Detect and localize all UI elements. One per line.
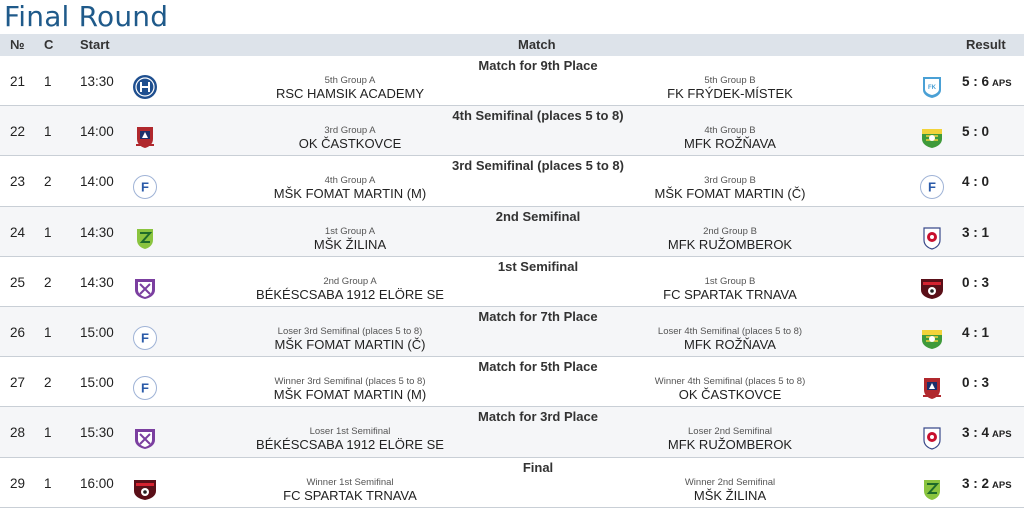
home-team-name[interactable]: MŠK FOMAT MARTIN (M) bbox=[273, 387, 427, 403]
court-number: 1 bbox=[44, 475, 52, 491]
home-team-name[interactable]: BÉKÉSCSABA 1912 ELÖRE SE bbox=[256, 286, 444, 302]
match-number: 27 bbox=[10, 375, 26, 391]
svg-text:F: F bbox=[141, 380, 149, 396]
away-team-seed: Winner 2nd Semifinal bbox=[684, 476, 776, 488]
castkovce-crest-icon[interactable] bbox=[132, 124, 158, 150]
match-stage: 3rd Semifinal (places 5 to 8) bbox=[452, 158, 624, 174]
match-result[interactable] bbox=[962, 476, 1012, 491]
score: 5 : 0 bbox=[962, 124, 990, 140]
home-team-name[interactable]: FC SPARTAK TRNAVA bbox=[283, 487, 417, 503]
table-row[interactable] bbox=[0, 106, 1024, 156]
match-stage: Match for 5th Place bbox=[478, 359, 598, 375]
table-row[interactable] bbox=[0, 207, 1024, 257]
svg-text:F: F bbox=[141, 179, 149, 195]
home-team-seed: 2nd Group A bbox=[323, 275, 377, 287]
match-number: 23 bbox=[10, 174, 26, 190]
match-number: 22 bbox=[10, 124, 26, 140]
match-number: 25 bbox=[10, 274, 26, 290]
away-team-name[interactable]: OK ČASTKOVCE bbox=[678, 387, 782, 403]
start-time: 14:30 bbox=[80, 224, 114, 240]
start-time: 15:00 bbox=[80, 375, 114, 391]
home-team-name[interactable]: MŠK FOMAT MARTIN (M) bbox=[273, 186, 427, 202]
start-time: 15:30 bbox=[80, 425, 114, 441]
court-number: 1 bbox=[44, 74, 52, 89]
ruzomberok-crest-icon[interactable] bbox=[919, 225, 945, 251]
start-time: 16:00 bbox=[80, 475, 114, 491]
court-number: 1 bbox=[44, 124, 52, 140]
home-team-name[interactable]: MŠK ŽILINA bbox=[313, 236, 387, 252]
start-time: 14:30 bbox=[80, 274, 114, 290]
home-team-seed: 5th Group A bbox=[324, 75, 376, 86]
match-stage: Match for 3rd Place bbox=[478, 409, 598, 425]
aps-note: APS bbox=[992, 78, 1012, 89]
frydek-crest-icon[interactable] bbox=[919, 74, 945, 100]
table-header bbox=[0, 34, 1024, 56]
aps-note: APS bbox=[992, 429, 1012, 441]
hamsik-crest-icon[interactable] bbox=[132, 74, 158, 100]
score: 0 : 3 bbox=[962, 375, 990, 391]
match-stage: 1st Semifinal bbox=[497, 258, 579, 274]
svg-text:F: F bbox=[928, 179, 936, 195]
ruzomberok-crest-icon[interactable] bbox=[919, 425, 945, 451]
away-team-seed: 3rd Group B bbox=[704, 175, 756, 187]
score: 3 : 1 bbox=[962, 224, 990, 240]
start-time: 13:30 bbox=[80, 74, 114, 89]
court-number: 1 bbox=[44, 324, 52, 340]
fomat-crest-icon[interactable] bbox=[919, 174, 945, 200]
header-no[interactable]: № bbox=[10, 37, 25, 52]
match-result[interactable] bbox=[962, 425, 1012, 440]
aps-note: APS bbox=[992, 479, 1012, 491]
away-team-seed: Loser 2nd Semifinal bbox=[688, 426, 772, 438]
match-result[interactable] bbox=[962, 275, 992, 290]
court-number: 2 bbox=[44, 274, 52, 290]
match-result[interactable] bbox=[962, 74, 1012, 89]
svg-text:F: F bbox=[141, 330, 149, 346]
matches-table bbox=[0, 34, 1024, 508]
home-team-seed: Winner 1st Semifinal bbox=[306, 476, 394, 488]
match-result[interactable] bbox=[962, 325, 992, 340]
away-team-seed: 1st Group B bbox=[704, 275, 756, 287]
home-team-name[interactable]: RSC HAMSIK ACADEMY bbox=[275, 86, 425, 101]
bekescsaba-crest-icon[interactable] bbox=[132, 425, 158, 451]
roznava-crest-icon[interactable] bbox=[919, 325, 945, 351]
match-stage: 4th Semifinal (places 5 to 8) bbox=[452, 108, 624, 124]
start-time: 15:00 bbox=[80, 324, 114, 340]
match-number: 24 bbox=[10, 224, 26, 240]
header-match[interactable]: Match bbox=[518, 37, 556, 52]
score: 4 : 1 bbox=[962, 324, 990, 340]
home-team-name[interactable]: MŠK FOMAT MARTIN (Č) bbox=[274, 336, 426, 352]
roznava-crest-icon[interactable] bbox=[919, 124, 945, 150]
match-number: 21 bbox=[10, 74, 26, 89]
away-team-name[interactable]: MFK RUŽOMBEROK bbox=[667, 236, 793, 252]
court-number: 1 bbox=[44, 425, 52, 441]
start-time: 14:00 bbox=[80, 174, 114, 190]
svg-text:FK: FK bbox=[928, 85, 936, 91]
away-team-name[interactable]: MŠK FOMAT MARTIN (Č) bbox=[654, 186, 806, 202]
page-title: Final Round bbox=[4, 0, 169, 33]
match-result[interactable] bbox=[962, 225, 992, 240]
home-team-seed: Loser 1st Semifinal bbox=[309, 426, 391, 438]
court-number: 1 bbox=[44, 224, 52, 240]
fomat-crest-icon[interactable] bbox=[132, 174, 158, 200]
bekescsaba-crest-icon[interactable] bbox=[132, 275, 158, 301]
match-stage: Final bbox=[522, 459, 554, 475]
away-team-seed: 2nd Group B bbox=[703, 225, 757, 237]
zilina-crest-icon[interactable] bbox=[919, 476, 945, 502]
away-team-name[interactable]: FC SPARTAK TRNAVA bbox=[663, 286, 797, 302]
spartak-crest-icon[interactable] bbox=[132, 476, 158, 502]
home-team-name[interactable]: BÉKÉSCSABA 1912 ELÖRE SE bbox=[256, 437, 444, 453]
match-number: 28 bbox=[10, 425, 26, 441]
away-team-seed: 4th Group B bbox=[704, 125, 756, 137]
home-team-seed: 4th Group A bbox=[324, 175, 376, 187]
court-number: 2 bbox=[44, 375, 52, 391]
match-stage: 2nd Semifinal bbox=[495, 208, 581, 224]
away-team-name[interactable]: MFK ROŽŇAVA bbox=[684, 336, 776, 352]
away-team-name[interactable]: MŠK ŽILINA bbox=[693, 487, 767, 503]
home-team-seed: 3rd Group A bbox=[324, 125, 376, 137]
score: 5 : 6 bbox=[962, 74, 990, 89]
home-team-seed: Loser 3rd Semifinal (places 5 to 8) bbox=[277, 325, 423, 337]
fomat-crest-icon[interactable] bbox=[132, 325, 158, 351]
match-result[interactable] bbox=[962, 375, 992, 390]
away-team-name[interactable]: MFK RUŽOMBEROK bbox=[667, 437, 793, 453]
match-result[interactable] bbox=[962, 124, 992, 139]
table-row[interactable] bbox=[0, 257, 1024, 307]
court-number: 2 bbox=[44, 174, 52, 190]
header-start[interactable]: Start bbox=[80, 37, 110, 52]
home-team-seed: 1st Group A bbox=[324, 225, 376, 237]
score: 3 : 2 bbox=[962, 475, 990, 491]
table-row[interactable] bbox=[0, 458, 1024, 508]
match-number: 29 bbox=[10, 475, 26, 491]
away-team-name[interactable]: MFK ROŽŇAVA bbox=[684, 136, 776, 152]
table-row[interactable] bbox=[0, 56, 1024, 106]
header-c[interactable]: C bbox=[44, 37, 54, 52]
table-row[interactable] bbox=[0, 307, 1024, 357]
away-team-seed: Winner 4th Semifinal (places 5 to 8) bbox=[654, 376, 806, 388]
home-team-seed: Winner 3rd Semifinal (places 5 to 8) bbox=[274, 376, 426, 388]
score: 0 : 3 bbox=[962, 274, 990, 290]
table-body bbox=[0, 56, 1024, 508]
table-row[interactable] bbox=[0, 156, 1024, 206]
away-team-name[interactable]: FK FRÝDEK-MÍSTEK bbox=[667, 86, 793, 101]
away-team-seed: 5th Group B bbox=[704, 75, 756, 86]
table-row[interactable] bbox=[0, 407, 1024, 457]
table-row[interactable] bbox=[0, 357, 1024, 407]
score: 3 : 4 bbox=[962, 425, 990, 441]
score: 4 : 0 bbox=[962, 174, 990, 190]
match-stage: Match for 9th Place bbox=[478, 58, 598, 73]
match-number: 26 bbox=[10, 324, 26, 340]
spartak-crest-icon[interactable] bbox=[919, 275, 945, 301]
zilina-crest-icon[interactable] bbox=[132, 225, 158, 251]
start-time: 14:00 bbox=[80, 124, 114, 140]
castkovce-crest-icon[interactable] bbox=[919, 375, 945, 401]
away-team-seed: Loser 4th Semifinal (places 5 to 8) bbox=[657, 325, 803, 337]
header-result[interactable]: Result bbox=[966, 37, 1006, 52]
fomat-crest-icon[interactable] bbox=[132, 375, 158, 401]
home-team-name[interactable]: OK ČASTKOVCE bbox=[298, 136, 402, 152]
match-result[interactable] bbox=[962, 174, 992, 189]
match-stage: Match for 7th Place bbox=[478, 308, 598, 324]
